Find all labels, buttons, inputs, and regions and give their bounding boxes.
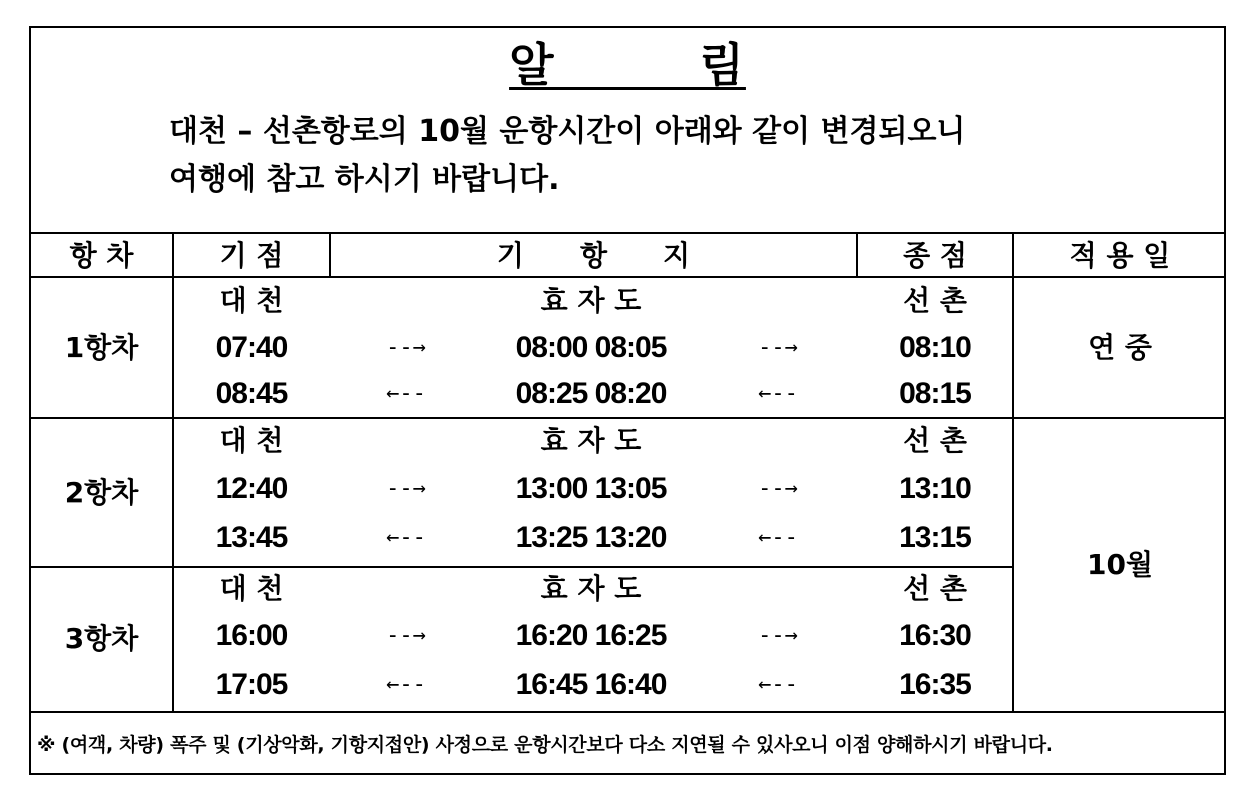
via-place: 효 자 도 bbox=[540, 424, 642, 457]
back-origin-time: 08:45 bbox=[215, 377, 288, 410]
notice-title bbox=[31, 38, 1224, 92]
out-terminus-time: 08:10 bbox=[899, 331, 971, 364]
back-via-time: 13:25 13:20 bbox=[515, 521, 667, 554]
origin-place: 대 천 bbox=[219, 424, 284, 457]
header-terminus: 종 점 bbox=[903, 239, 967, 272]
notice-title-text: 알 림 bbox=[509, 38, 746, 92]
voyage-label: 3항차 bbox=[64, 622, 139, 655]
notice-message-line1: 대천 – 선촌항로의 10월 운항시간이 아래와 같이 변경되오니 bbox=[169, 114, 966, 149]
via-place: 효 자 도 bbox=[540, 572, 642, 605]
out-origin-time: 07:40 bbox=[215, 331, 288, 364]
out-terminus-time: 16:30 bbox=[899, 619, 971, 652]
back-terminus-time: 08:15 bbox=[899, 377, 971, 410]
applies-october: 10월 bbox=[1086, 548, 1153, 581]
row1-bottom-border bbox=[31, 417, 1226, 419]
back-via-time: 08:25 08:20 bbox=[515, 377, 667, 410]
terminus-place: 선 촌 bbox=[903, 284, 967, 317]
col-divider-terminus bbox=[1012, 232, 1014, 713]
terminus-place: 선 촌 bbox=[903, 572, 967, 605]
header-bottom-border bbox=[31, 276, 1226, 278]
out-via-time: 08:00 08:05 bbox=[515, 331, 667, 364]
arrow-right-icon: --→ bbox=[386, 623, 426, 648]
header-voyage: 항 차 bbox=[69, 239, 134, 272]
table-bottom-border bbox=[31, 711, 1226, 713]
back-via-time: 16:45 16:40 bbox=[515, 668, 667, 701]
arrow-right-icon: --→ bbox=[758, 335, 798, 360]
row2-bottom-border bbox=[31, 566, 1012, 568]
back-terminus-time: 13:15 bbox=[899, 521, 971, 554]
back-origin-time: 13:45 bbox=[215, 521, 288, 554]
table-top-border bbox=[31, 232, 1226, 234]
voyage-label: 1항차 bbox=[64, 331, 139, 364]
out-via-time: 13:00 13:05 bbox=[515, 472, 667, 505]
arrow-left-icon: ←-- bbox=[386, 672, 426, 697]
header-origin: 기 점 bbox=[219, 239, 284, 272]
out-origin-time: 12:40 bbox=[215, 472, 288, 505]
out-terminus-time: 13:10 bbox=[899, 472, 971, 505]
arrow-right-icon: --→ bbox=[758, 623, 798, 648]
back-terminus-time: 16:35 bbox=[899, 668, 971, 701]
origin-place: 대 천 bbox=[219, 284, 284, 317]
footnote: ※ (여객, 차량) 폭주 및 (기상악화, 기항지접안) 사정으로 운항시간보다 다소 지연될 수 있사오니 이점 양해하시기 바랍니다. bbox=[37, 734, 1053, 756]
origin-place: 대 천 bbox=[219, 572, 284, 605]
header-applies: 적 용 일 bbox=[1069, 239, 1171, 272]
notice-frame bbox=[29, 26, 1226, 775]
notice-message-line2: 여행에 참고 하시기 바랍니다. bbox=[169, 162, 560, 197]
arrow-right-icon: --→ bbox=[386, 335, 426, 360]
applies-yearround: 연 중 bbox=[1088, 331, 1152, 364]
arrow-left-icon: ←-- bbox=[758, 381, 798, 406]
voyage-label: 2항차 bbox=[64, 476, 139, 509]
arrow-left-icon: ←-- bbox=[758, 672, 798, 697]
header-via: 기 항 지 bbox=[496, 239, 691, 272]
arrow-left-icon: ←-- bbox=[386, 381, 426, 406]
arrow-right-icon: --→ bbox=[758, 476, 798, 501]
via-place: 효 자 도 bbox=[540, 284, 642, 317]
arrow-left-icon: ←-- bbox=[386, 525, 426, 550]
terminus-place: 선 촌 bbox=[903, 424, 967, 457]
out-origin-time: 16:00 bbox=[215, 619, 288, 652]
arrow-right-icon: --→ bbox=[386, 476, 426, 501]
out-via-time: 16:20 16:25 bbox=[515, 619, 667, 652]
arrow-left-icon: ←-- bbox=[758, 525, 798, 550]
back-origin-time: 17:05 bbox=[215, 668, 288, 701]
